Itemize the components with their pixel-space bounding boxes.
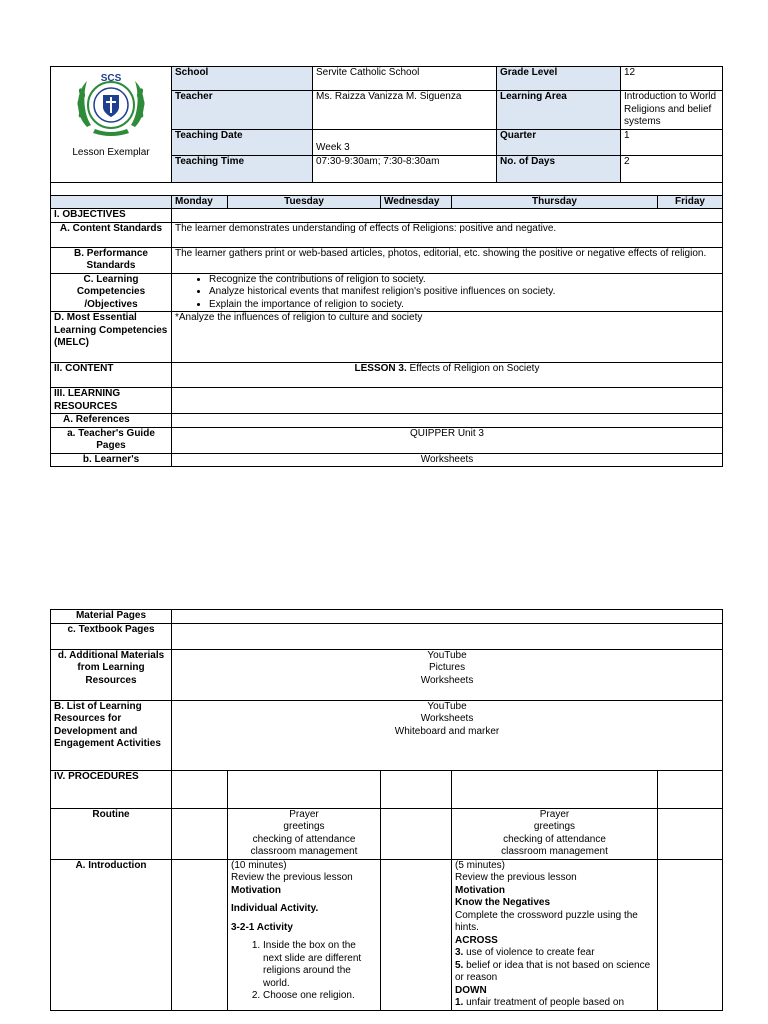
routine-line: checking of attendance bbox=[252, 833, 356, 845]
learners-material-label: b. Learner's bbox=[51, 453, 172, 467]
routine-line: Prayer bbox=[539, 808, 570, 820]
content-standards-text: The learner demonstrates understanding of effects of Religions: positive and negative. bbox=[172, 222, 723, 247]
quarter-label: Quarter bbox=[497, 129, 621, 155]
resource-list-label: B. List of Learning Resources for Development and Engagement Activities bbox=[51, 700, 172, 770]
logo-cell bbox=[51, 67, 172, 183]
day-header-blank bbox=[51, 195, 172, 209]
teachers-guide-value: QUIPPER Unit 3 bbox=[172, 427, 723, 453]
additional-materials-label: d. Additional Materials from Learning Resources bbox=[51, 649, 172, 700]
competencies-list bbox=[175, 274, 719, 312]
melc-text: *Analyze the influences of religion to culture and society bbox=[172, 312, 723, 363]
procedures-heading: IV. PROCEDURES bbox=[51, 770, 172, 808]
thursday-across-heading: ACROSS bbox=[455, 934, 498, 946]
quarter-value: 1 bbox=[621, 129, 723, 155]
content-standards-label: A. Content Standards bbox=[51, 222, 172, 247]
introduction-friday bbox=[658, 859, 723, 1010]
thursday-review: Review the previous lesson bbox=[455, 872, 577, 883]
learning-resources-blank bbox=[172, 388, 723, 414]
textbook-label: c. Textbook Pages bbox=[51, 623, 172, 649]
lesson-exemplar-page-1 bbox=[50, 66, 722, 467]
competencies-label: C. Learning Competencies /Objectives bbox=[51, 273, 172, 312]
references-blank bbox=[172, 414, 723, 428]
tuesday-duration: (10 minutes) bbox=[231, 859, 287, 871]
routine-friday bbox=[658, 808, 723, 859]
routine-line: checking of attendance bbox=[503, 833, 606, 845]
header-table bbox=[50, 66, 723, 196]
lesson-number: LESSON 3. bbox=[354, 363, 407, 374]
tuesday-motivation: Motivation bbox=[231, 884, 281, 896]
learning-resources-heading: III. LEARNING RESOURCES bbox=[51, 388, 172, 414]
learners-material-label-cont: Material Pages bbox=[51, 610, 172, 624]
resource-list-item: YouTube bbox=[427, 700, 467, 712]
procedures-thursday bbox=[452, 770, 658, 808]
school-seal-logo bbox=[73, 69, 149, 141]
school-label: School bbox=[172, 67, 313, 91]
teaching-time-label: Teaching Time bbox=[172, 155, 313, 182]
lesson-title-cell bbox=[172, 363, 723, 388]
routine-line: classroom management bbox=[250, 846, 358, 857]
learners-material-blank bbox=[172, 610, 723, 624]
competencies-cell bbox=[172, 273, 723, 312]
routine-monday bbox=[172, 808, 228, 859]
lesson-title: Effects of Religion on Society bbox=[406, 363, 540, 374]
procedures-wednesday bbox=[381, 770, 452, 808]
thursday-instructions: Complete the crossword puzzle using the hints. bbox=[455, 909, 638, 933]
additional-material-item: Pictures bbox=[428, 662, 466, 673]
performance-standards-label: B. Performance Standards bbox=[51, 247, 172, 273]
procedures-monday bbox=[172, 770, 228, 808]
grade-label: Grade Level bbox=[497, 67, 621, 91]
day-header-thursday: Thursday bbox=[452, 195, 658, 209]
thursday-across-5: 5. belief or idea that is not based on science or reason bbox=[455, 959, 651, 983]
routine-thursday bbox=[452, 808, 658, 859]
resource-list-values bbox=[172, 700, 723, 770]
teaching-date-value: Week 3 bbox=[313, 129, 497, 155]
resource-list-item: Whiteboard and marker bbox=[394, 725, 500, 737]
references-label: A. References bbox=[51, 414, 172, 428]
melc-label: D. Most Essential Learning Competencies (MELC) bbox=[51, 312, 172, 363]
procedures-tuesday bbox=[228, 770, 381, 808]
days-label: No. of Days bbox=[497, 155, 621, 182]
routine-tuesday bbox=[228, 808, 381, 859]
routine-line: greetings bbox=[283, 821, 325, 832]
logo-caption: Lesson Exemplar bbox=[72, 147, 150, 158]
thursday-down-heading: DOWN bbox=[455, 984, 487, 996]
day-header-monday: Monday bbox=[172, 195, 228, 209]
learning-area-value: Introduction to World Religions and belief systems bbox=[621, 91, 723, 130]
lesson-exemplar-page-2 bbox=[50, 609, 722, 1011]
teaching-time-value: 07:30-9:30am; 7:30-8:30am bbox=[313, 155, 497, 182]
tuesday-activity-type: Individual Activity. bbox=[231, 903, 319, 914]
content-label: II. CONTENT bbox=[51, 363, 172, 388]
thursday-down-1: 1. unfair treatment of people based on bbox=[455, 997, 625, 1008]
routine-line: Prayer bbox=[289, 808, 319, 820]
resource-list-item: Worksheets bbox=[420, 713, 474, 724]
introduction-tuesday bbox=[228, 859, 381, 1010]
day-header-tuesday: Tuesday bbox=[228, 195, 381, 209]
routine-wednesday bbox=[381, 808, 452, 859]
teachers-guide-label: a. Teacher's Guide Pages bbox=[51, 427, 172, 453]
additional-material-item: YouTube bbox=[427, 649, 467, 661]
teacher-value: Ms. Raizza Vanizza M. Siguenza bbox=[313, 91, 497, 130]
tuesday-steps bbox=[231, 940, 377, 1003]
introduction-thursday bbox=[452, 859, 658, 1010]
objectives-table bbox=[50, 195, 723, 468]
tuesday-step: 1. Inside the box on the next slide are different religions around the world. bbox=[263, 940, 377, 990]
grade-value: 12 bbox=[621, 67, 723, 91]
additional-material-item: Worksheets bbox=[420, 674, 474, 686]
learners-material-value: Worksheets bbox=[172, 453, 723, 467]
introduction-wednesday bbox=[381, 859, 452, 1010]
routine-line: greetings bbox=[533, 821, 576, 832]
routine-line: classroom management bbox=[501, 846, 608, 857]
introduction-label: A. Introduction bbox=[51, 859, 172, 1010]
teacher-label: Teacher bbox=[172, 91, 313, 130]
school-value: Servite Catholic School bbox=[313, 67, 497, 91]
objectives-heading: I. OBJECTIVES bbox=[51, 209, 172, 223]
thursday-know-negatives: Know the Negatives bbox=[455, 897, 551, 908]
routine-label: Routine bbox=[51, 808, 172, 859]
procedures-friday bbox=[658, 770, 723, 808]
thursday-across-3: 3. use of violence to create fear bbox=[455, 947, 595, 958]
svg-text:SCS: SCS bbox=[100, 73, 122, 84]
learning-area-label: Learning Area bbox=[497, 91, 621, 130]
objectives-blank bbox=[172, 209, 723, 223]
tuesday-activity-name: 3-2-1 Activity bbox=[231, 921, 293, 933]
day-header-wednesday: Wednesday bbox=[381, 195, 452, 209]
days-value: 2 bbox=[621, 155, 723, 182]
thursday-duration: (5 minutes) bbox=[455, 859, 506, 871]
performance-standards-text: The learner gathers print or web-based articles, photos, editorial, etc. showing the positive or negative effects of religion. bbox=[172, 247, 723, 273]
additional-materials-values bbox=[172, 649, 723, 700]
competency-item: • Recognize the contributions of religion to society. bbox=[209, 274, 719, 287]
spacer-row bbox=[51, 182, 723, 195]
competency-item: • Explain the importance of religion to society. bbox=[209, 299, 719, 312]
teaching-date-label: Teaching Date bbox=[172, 129, 313, 155]
tuesday-step: 2. Choose one religion. bbox=[263, 990, 377, 1003]
introduction-monday bbox=[172, 859, 228, 1010]
day-header-friday: Friday bbox=[658, 195, 723, 209]
tuesday-review: Review the previous lesson bbox=[231, 872, 353, 883]
textbook-blank bbox=[172, 623, 723, 649]
resources-procedures-table bbox=[50, 609, 723, 1011]
thursday-motivation: Motivation bbox=[455, 884, 505, 896]
competency-item: • Analyze historical events that manifest religion's positive influences on society. bbox=[209, 286, 719, 299]
